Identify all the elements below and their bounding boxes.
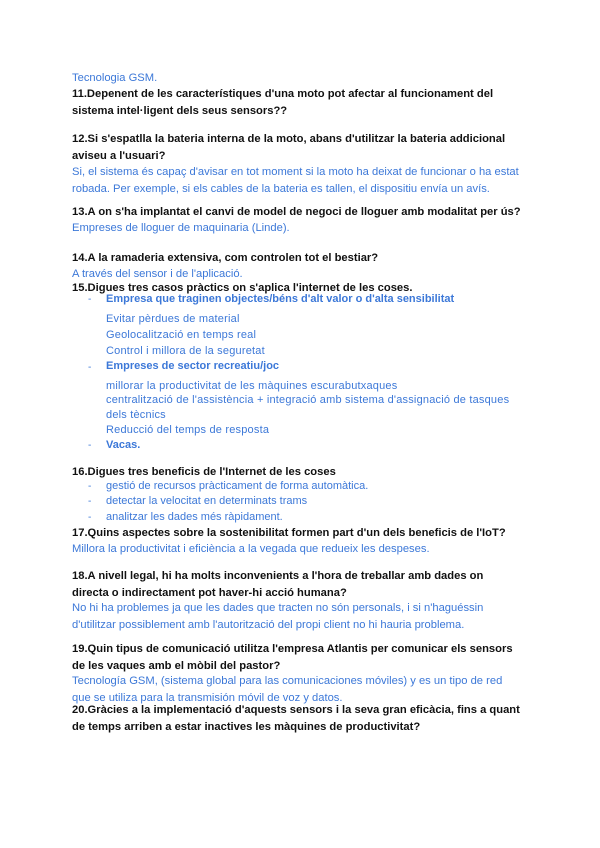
question-16: 16.Digues tres beneficis de l'Internet de les coses — [72, 466, 336, 478]
benefit-item: detectar la velocitat en determinats trams — [106, 495, 308, 507]
case-3-heading: Vacas. — [106, 439, 141, 451]
answer-18: No hi ha problemes ja que les dades que tracten no són personals, i si n'haguéssin d'utilitzar possiblement amb l'autorització del propi client no hi hauria problema. — [72, 602, 484, 631]
benefit-item: analitzar les dades més ràpidament. — [106, 511, 283, 523]
question-14: 14.A la ramaderia extensiva, com controlen tot el bestiar? — [72, 252, 379, 264]
section-title: Tecnologia GSM. — [72, 72, 158, 84]
benefit-item: gestió de recursos pràcticament de forma automàtica. — [106, 480, 369, 492]
case-2-heading: Empreses de sector recreatiu/joc — [106, 360, 280, 372]
answer-17: Millora la productivitat i eficiència a la vegada que redueix les despeses. — [72, 543, 430, 555]
case-2-item: centralització de l'assistència + integració amb sistema d'assignació de tasques dels tècnics — [106, 394, 510, 421]
answer-12: Si, el sistema és capaç d'avisar en tot moment si la moto ha deixat de funcionar o ha estat robada. Per exemple, si els cables de la bateria es tallen, el dispositiu envía un avís. — [72, 166, 519, 195]
bullet-dash: - — [88, 481, 92, 492]
bullet-dash: - — [88, 294, 92, 305]
answer-19: Tecnología GSM, (sistema global para las comunicaciones móviles) y es un tipo de red que se utiliza para la transmisión móvil de voz y datos. — [72, 675, 503, 704]
bullet-dash: - — [88, 496, 92, 507]
case-1-item: Evitar pèrdues de material — [106, 313, 240, 325]
answer-14: A través del sensor i de l'aplicació. — [72, 268, 243, 280]
question-17: 17.Quins aspectes sobre la sostenibilitat formen part d'un dels beneficis de l'IoT? — [72, 527, 506, 539]
question-18: 18.A nivell legal, hi ha molts inconvenients a l'hora de treballar amb dades on directa o indirectament pot haver-hi acció humana? — [72, 570, 484, 599]
question-20: 20.Gràcies a la implementació d'aquests sensors i la seva gran eficàcia, fins a quant de temps arriben a estar inactives les màquines de productivitat? — [72, 704, 520, 733]
question-15: 15.Digues tres casos pràctics on s'aplica l'internet de les coses. — [72, 282, 413, 294]
case-2-item: Reducció del temps de resposta — [106, 424, 270, 436]
answer-13: Empreses de lloguer de maquinaria (Linde). — [72, 222, 290, 234]
question-11: 11.Depenent de les característiques d'una moto pot afectar al funcionament del sistema intel·ligent dels seus sensors?? — [72, 88, 494, 117]
case-2-item: millorar la productivitat de les màquines escurabutxaques — [106, 380, 398, 392]
case-1-item: Control i millora de la seguretat — [106, 345, 265, 357]
question-19: 19.Quin tipus de comunicació utilitza l'empresa Atlantis per comunicar els sensors de les vaques amb el mòbil del pastor? — [72, 643, 513, 672]
bullet-dash: - — [88, 440, 92, 451]
bullet-dash: - — [88, 362, 92, 373]
question-13: 13.A on s'ha implantat el canvi de model de negoci de lloguer amb modalitat per ús? — [72, 206, 521, 218]
question-12: 12.Si s'espatlla la bateria interna de la moto, abans d'utilitzar la bateria addicional aviseu a l'usuari? — [72, 133, 506, 162]
case-1-heading: Empresa que traginen objectes/béns d'alt valor o d'alta sensibilitat — [106, 293, 455, 305]
bullet-dash: - — [88, 512, 92, 523]
case-1-item: Geolocalització en temps real — [106, 329, 257, 341]
